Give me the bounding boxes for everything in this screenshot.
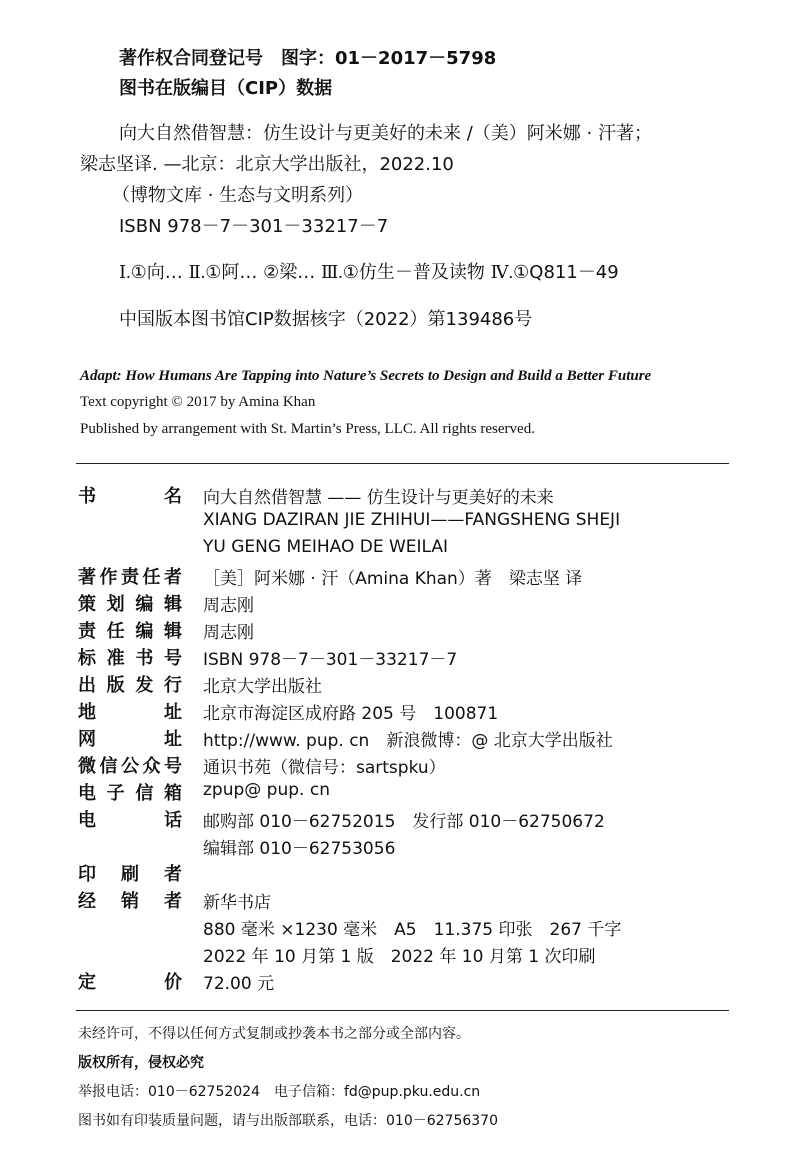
- info-value: 北京大学出版社: [203, 677, 322, 697]
- class-part-3: ①仿生－普及读物: [342, 262, 491, 283]
- info-label: 策划编辑: [78, 594, 182, 615]
- info-label: 电 话: [78, 810, 182, 831]
- cip-line-2: 梁志坚译. —北京：北京大学出版社，2022.10: [80, 154, 454, 175]
- info-label: 电子信箱: [78, 783, 182, 804]
- info-value: zpup@ pup. cn: [203, 780, 330, 800]
- info-label: 书 名: [78, 486, 182, 507]
- cip-line-1: 向大自然借智慧：仿生设计与更美好的未来 /（美）阿米娜 · 汗著；: [119, 123, 652, 144]
- info-value: 邮购部 010－62752015 发行部 010－62750672: [203, 812, 605, 832]
- info-value: XIANG DAZIRAN JIE ZHIHUI——FANGSHENG SHEJI: [203, 510, 621, 530]
- info-value: ［美］阿米娜 · 汗（Amina Khan）著 梁志坚 译: [203, 569, 583, 589]
- footer-notice: 未经许可，不得以任何方式复制或抄袭本书之部分或全部内容。: [78, 1026, 470, 1042]
- bottom-divider: [76, 1010, 729, 1011]
- class-part-1: ①向…: [130, 262, 189, 283]
- info-value: 2022 年 10 月第 1 版 2022 年 10 月第 1 次印刷: [203, 947, 596, 967]
- info-value: 周志刚: [203, 596, 254, 616]
- cip-heading: 图书在版编目（CIP）数据: [119, 78, 333, 99]
- class-part-4: ①Q811－49: [513, 262, 619, 283]
- roman-one: Ⅰ.: [119, 262, 131, 282]
- info-label: 网 址: [78, 729, 182, 750]
- english-title-line: [80, 368, 651, 385]
- english-copyright: Text copyright © 2017 by Amina Khan: [80, 394, 316, 410]
- cip-classification: [119, 258, 619, 284]
- info-value: YU GENG MEIHAO DE WEILAI: [203, 537, 449, 557]
- info-label: 责任编辑: [78, 621, 182, 642]
- info-value: 72.00 元: [203, 974, 275, 994]
- roman-two: Ⅱ.: [188, 262, 206, 282]
- info-label: 定 价: [78, 972, 182, 993]
- footer-report: 举报电话：010－62752024 电子信箱：fd@pup.pku.edu.cn: [78, 1084, 481, 1100]
- english-subtitle: How Humans Are Tapping into Nature’s Secrets to Design and Build a Better Future: [121, 368, 652, 384]
- copyright-registration: 著作权合同登记号 图字：01－2017－5798: [119, 48, 497, 69]
- info-value: http://www. pup. cn 新浪微博：@ 北京大学出版社: [203, 731, 613, 751]
- info-value: 向大自然借智慧 —— 仿生设计与更美好的未来: [203, 488, 554, 508]
- info-label: 印 刷 者: [78, 864, 182, 885]
- info-value: 880 毫米 ×1230 毫米 A5 11.375 印张 267 千字: [203, 920, 622, 940]
- class-part-2: ①阿… ②梁…: [205, 262, 321, 283]
- info-label: 地 址: [78, 702, 182, 723]
- cip-line-4: ISBN 978－7－301－33217－7: [119, 216, 389, 237]
- footer-quality: 图书如有印装质量问题，请与出版部联系，电话：010－62756370: [78, 1113, 498, 1129]
- info-label: 著作责任者: [78, 567, 182, 588]
- cip-record-number: 中国版本图书馆CIP数据核字（2022）第139486号: [119, 309, 533, 330]
- english-title: Adapt:: [80, 368, 122, 384]
- info-label: 出版发行: [78, 675, 182, 696]
- info-label: 标准书号: [78, 648, 182, 669]
- footer-rights: 版权所有，侵权必究: [78, 1055, 204, 1071]
- roman-three: Ⅲ.: [320, 262, 343, 282]
- top-divider: [76, 463, 729, 464]
- info-value: 新华书店: [203, 893, 271, 913]
- info-value: 周志刚: [203, 623, 254, 643]
- info-value: 编辑部 010－62753056: [203, 839, 396, 859]
- info-value: ISBN 978－7－301－33217－7: [203, 650, 458, 670]
- info-value: 北京市海淀区成府路 205 号 100871: [203, 704, 499, 724]
- english-published: Published by arrangement with St. Martin’s Press, LLC. All rights reserved.: [80, 421, 535, 437]
- info-label: 微信公众号: [78, 756, 182, 777]
- info-label: 经 销 者: [78, 891, 182, 912]
- roman-four: Ⅳ.: [490, 262, 514, 282]
- info-value: 通识书苑（微信号：sartspku）: [203, 758, 446, 778]
- cip-line-3: （博物文库 · 生态与文明系列）: [112, 185, 364, 206]
